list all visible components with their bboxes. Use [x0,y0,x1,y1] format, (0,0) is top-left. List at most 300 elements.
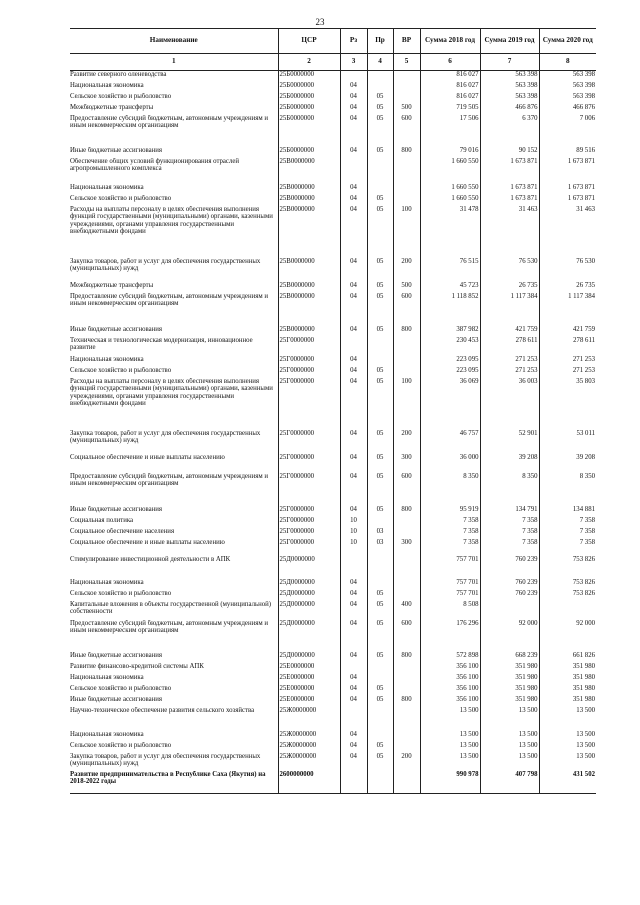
cell-csr: 25Д0000000 [278,601,340,620]
cell-name: Обеспечение общих условий функционирования отраслей агропромышленного комплекса [70,158,239,173]
cell-sum-2020: 563 398 [539,82,596,93]
cell-sum-2019: 271 253 [480,367,539,378]
cell-csr: 25Г0000000 [278,473,340,506]
cell-sum-2020: 753 826 [539,579,596,590]
table-row [70,378,596,430]
table-row [70,367,596,378]
cell-sum-2019: 92 000 [480,620,539,652]
cell-csr: 25Г0000000 [278,454,340,473]
cell-csr: 25Е0000000 [278,685,340,696]
cell-sum-2020: 421 759 [539,326,596,337]
cell-sum-2020: 35 803 [539,378,596,430]
cell-rz: 10 [340,528,367,539]
cell-sum-2018: 356 100 [420,663,480,674]
cell-csr: 25Д0000000 [278,620,340,652]
cell-name: Социальное обеспечение и иные выплаты населению [70,539,225,546]
cell-csr: 25Г0000000 [278,337,340,356]
cell-csr: 25Б0000000 [278,115,340,147]
header-sum-2018: Сумма 2018 год [420,29,480,54]
header-rz: Рз [340,29,367,54]
cell-pr: 05 [367,620,393,652]
table-row [70,326,596,337]
cell-rz: 04 [340,282,367,293]
cell-sum-2020: 278 611 [539,337,596,356]
table-row [70,206,596,258]
cell-pr: 05 [367,696,393,707]
cell-sum-2020: 431 502 [539,771,596,794]
cell-vr [393,367,420,378]
cell-vr: 100 [393,206,420,258]
cell-sum-2020: 271 253 [539,356,596,367]
cell-vr: 800 [393,326,420,337]
cell-csr: 25Е0000000 [278,696,340,707]
cell-vr: 100 [393,378,420,430]
column-number: 6 [420,54,480,71]
cell-sum-2020: 8 350 [539,473,596,506]
cell-pr: 05 [367,742,393,753]
table-row [70,696,596,707]
cell-sum-2019: 13 500 [480,753,539,771]
cell-csr: 25Д0000000 [278,579,340,590]
cell-pr: 05 [367,473,393,506]
cell-rz: 04 [340,206,367,258]
page-number: 23 [315,17,325,27]
cell-sum-2019: 1 673 871 [480,195,539,206]
cell-sum-2020: 563 398 [539,71,596,83]
cell-sum-2018: 7 358 [420,517,480,528]
cell-sum-2020: 92 000 [539,620,596,652]
cell-sum-2019: 466 876 [480,104,539,115]
header-sum-2020: Сумма 2020 год [539,29,596,54]
cell-sum-2020: 351 980 [539,674,596,685]
cell-sum-2019: 351 980 [480,674,539,685]
cell-sum-2019: 7 358 [480,517,539,528]
cell-vr [393,556,420,579]
cell-rz: 04 [340,293,367,326]
cell-rz: 04 [340,430,367,454]
cell-pr [367,158,393,184]
cell-sum-2020: 7 358 [539,528,596,539]
cell-vr [393,707,420,731]
cell-sum-2018: 1 660 550 [420,184,480,195]
cell-name: Сельское хозяйство и рыболовство [70,93,172,100]
cell-csr: 25Г0000000 [278,430,340,454]
cell-rz: 04 [340,506,367,517]
cell-sum-2018: 45 723 [420,282,480,293]
cell-csr: 25Е0000000 [278,674,340,685]
cell-vr [393,356,420,367]
cell-sum-2018: 13 500 [420,731,480,742]
cell-name: Иные бюджетные ассигнования [70,326,163,333]
cell-sum-2019: 351 980 [480,685,539,696]
column-number: 1 [70,54,278,71]
cell-sum-2019: 271 253 [480,356,539,367]
cell-name: Социальная политика [70,517,134,524]
cell-rz: 04 [340,473,367,506]
cell-rz: 04 [340,731,367,742]
cell-rz: 04 [340,115,367,147]
cell-rz [340,337,367,356]
cell-pr [367,707,393,731]
cell-name: Межбюджетные трансферты [70,104,154,111]
header-sum-2019: Сумма 2019 год [480,29,539,54]
table-row [70,282,596,293]
table-row [70,337,596,356]
cell-rz: 04 [340,674,367,685]
cell-pr: 05 [367,326,393,337]
cell-sum-2019: 26 735 [480,282,539,293]
cell-vr [393,742,420,753]
cell-sum-2018: 176 296 [420,620,480,652]
cell-rz: 04 [340,326,367,337]
cell-csr: 25Д0000000 [278,590,340,601]
cell-vr: 800 [393,506,420,517]
cell-rz: 04 [340,356,367,367]
cell-csr: 25Ж0000000 [278,742,340,753]
cell-csr: 25В0000000 [278,282,340,293]
table-row [70,742,596,753]
table-row [70,517,596,528]
cell-csr: 25Г0000000 [278,506,340,517]
column-number: 2 [278,54,340,71]
cell-csr: 25Б0000000 [278,147,340,158]
cell-csr: 25Б0000000 [278,71,340,83]
cell-sum-2018: 223 095 [420,356,480,367]
cell-vr: 600 [393,115,420,147]
cell-name: Сельское хозяйство и рыболовство [70,742,172,749]
cell-name: Национальная экономика [70,579,144,586]
budget-table [70,28,596,794]
cell-pr: 05 [367,147,393,158]
cell-sum-2019: 351 980 [480,663,539,674]
cell-csr: 25Д0000000 [278,652,340,663]
cell-name: Социальное обеспечение населения [70,528,175,535]
cell-sum-2018: 13 500 [420,753,480,771]
cell-csr: 25Е0000000 [278,663,340,674]
cell-sum-2020 [539,601,596,620]
cell-sum-2018: 7 358 [420,528,480,539]
cell-name: Национальная экономика [70,731,144,738]
cell-rz: 04 [340,93,367,104]
cell-name: Иные бюджетные ассигнования [70,147,163,154]
cell-rz: 04 [340,652,367,663]
cell-pr: 05 [367,506,393,517]
cell-pr [367,356,393,367]
cell-sum-2018: 990 978 [420,771,480,794]
cell-sum-2018: 816 027 [420,71,480,83]
cell-name: Развитие финансово-кредитной системы АПК [70,663,204,670]
cell-rz [340,663,367,674]
cell-name: Расходы на выплаты персоналу в целях обеспечения выполнения функций государственными (муниципальными) органами, казенными учреждениями, органами управления государственными внебюджетными фондами [70,206,273,235]
cell-sum-2020: 13 500 [539,753,596,771]
cell-pr: 03 [367,528,393,539]
cell-pr [367,517,393,528]
cell-sum-2019: 760 239 [480,590,539,601]
cell-sum-2018: 572 898 [420,652,480,663]
cell-sum-2020: 351 980 [539,663,596,674]
cell-pr: 05 [367,652,393,663]
cell-sum-2018: 757 701 [420,556,480,579]
table-row [70,539,596,556]
cell-sum-2020: 1 117 384 [539,293,596,326]
cell-name: Развитие северного оленеводства [70,71,167,78]
cell-vr [393,663,420,674]
cell-csr: 2600000000 [278,771,340,794]
cell-vr: 500 [393,282,420,293]
table-row [70,93,596,104]
cell-sum-2018: 816 027 [420,82,480,93]
cell-sum-2018: 230 453 [420,337,480,356]
cell-vr: 800 [393,147,420,158]
cell-vr: 300 [393,539,420,556]
cell-pr: 05 [367,206,393,258]
cell-vr: 300 [393,454,420,473]
cell-pr [367,731,393,742]
table-header [70,29,596,71]
cell-csr: 25В0000000 [278,206,340,258]
cell-vr [393,71,420,83]
cell-sum-2018: 223 095 [420,367,480,378]
column-number: 5 [393,54,420,71]
cell-sum-2020: 1 673 871 [539,195,596,206]
cell-sum-2020: 13 500 [539,731,596,742]
cell-sum-2019: 76 530 [480,258,539,282]
cell-pr: 05 [367,282,393,293]
cell-sum-2019: 31 463 [480,206,539,258]
table-row [70,707,596,731]
cell-sum-2019: 13 500 [480,742,539,753]
table-row [70,195,596,206]
cell-sum-2019 [480,601,539,620]
table-body [70,71,596,794]
cell-sum-2020: 39 208 [539,454,596,473]
cell-sum-2019: 1 117 384 [480,293,539,326]
cell-csr: 25Г0000000 [278,378,340,430]
cell-sum-2018: 17 506 [420,115,480,147]
cell-sum-2020: 351 980 [539,696,596,707]
cell-csr: 25Г0000000 [278,539,340,556]
cell-pr: 05 [367,601,393,620]
cell-vr: 200 [393,258,420,282]
cell-pr: 05 [367,195,393,206]
cell-pr: 05 [367,115,393,147]
cell-sum-2019: 134 791 [480,506,539,517]
cell-rz: 04 [340,454,367,473]
header-csr: ЦСР [278,29,340,54]
cell-csr: 25Г0000000 [278,528,340,539]
cell-csr: 25Г0000000 [278,517,340,528]
table-row [70,82,596,93]
cell-sum-2019: 351 980 [480,696,539,707]
cell-vr [393,590,420,601]
cell-rz: 04 [340,696,367,707]
cell-rz: 04 [340,104,367,115]
cell-sum-2018: 757 701 [420,579,480,590]
cell-rz: 04 [340,685,367,696]
cell-sum-2020: 7 358 [539,517,596,528]
cell-vr [393,528,420,539]
cell-sum-2018: 36 000 [420,454,480,473]
cell-rz: 04 [340,258,367,282]
cell-rz: 04 [340,82,367,93]
cell-sum-2020: 26 735 [539,282,596,293]
cell-vr: 500 [393,104,420,115]
cell-sum-2018: 387 982 [420,326,480,337]
cell-sum-2018: 356 100 [420,696,480,707]
cell-rz: 10 [340,517,367,528]
cell-sum-2018: 95 919 [420,506,480,517]
cell-sum-2018: 816 027 [420,93,480,104]
cell-rz [340,556,367,579]
table-row [70,663,596,674]
cell-rz: 04 [340,378,367,430]
cell-name: Национальная экономика [70,674,144,681]
cell-vr [393,685,420,696]
cell-name: Техническая и технологическая модернизация, инновационное развитие [70,337,253,352]
cell-sum-2019: 760 239 [480,556,539,579]
cell-name: Сельское хозяйство и рыболовство [70,195,172,202]
table-row [70,556,596,579]
table-row [70,652,596,663]
cell-sum-2018: 1 660 550 [420,158,480,184]
cell-vr: 800 [393,696,420,707]
cell-pr: 03 [367,539,393,556]
header-vr: ВР [393,29,420,54]
cell-rz [340,71,367,83]
cell-vr: 600 [393,473,420,506]
cell-rz: 10 [340,539,367,556]
cell-sum-2019: 7 358 [480,528,539,539]
cell-sum-2020: 7 006 [539,115,596,147]
cell-pr: 05 [367,293,393,326]
cell-pr: 05 [367,258,393,282]
cell-csr: 25В0000000 [278,184,340,195]
cell-sum-2020: 271 253 [539,367,596,378]
cell-rz: 04 [340,620,367,652]
cell-vr [393,731,420,742]
column-number: 7 [480,54,539,71]
cell-csr: 25Б0000000 [278,104,340,115]
cell-sum-2020: 134 881 [539,506,596,517]
cell-pr [367,663,393,674]
cell-vr: 600 [393,620,420,652]
cell-vr: 200 [393,753,420,771]
cell-sum-2020: 351 980 [539,685,596,696]
cell-vr: 400 [393,601,420,620]
cell-sum-2018: 13 500 [420,742,480,753]
cell-name: Сельское хозяйство и рыболовство [70,685,172,692]
cell-sum-2018: 1 118 852 [420,293,480,326]
cell-name: Закупка товаров, работ и услуг для обеспечения государственных (муниципальных) нужд [70,753,261,768]
cell-rz: 04 [340,147,367,158]
cell-sum-2019: 760 239 [480,579,539,590]
cell-sum-2019: 563 398 [480,93,539,104]
cell-csr: 25Б0000000 [278,82,340,93]
cell-csr: 25В0000000 [278,158,340,184]
cell-name: Сельское хозяйство и рыболовство [70,590,172,597]
table-row [70,620,596,652]
table-row [70,528,596,539]
cell-csr: 25Ж0000000 [278,753,340,771]
table-row [70,258,596,282]
cell-pr [367,556,393,579]
cell-vr [393,184,420,195]
table-bottom-rule [70,794,596,795]
table-row [70,158,596,184]
cell-name: Иные бюджетные ассигнования [70,506,163,513]
cell-name: Межбюджетные трансферты [70,282,154,289]
table-row [70,115,596,147]
cell-sum-2019: 407 798 [480,771,539,794]
cell-name: Расходы на выплаты персоналу в целях обеспечения выполнения функций государственными (муниципальными) органами, казенными учреждениями, органами управления государственными внебюджетными фондами [70,378,273,407]
cell-pr [367,82,393,93]
cell-sum-2020: 753 826 [539,556,596,579]
cell-name: Социальное обеспечение и иные выплаты населению [70,454,225,461]
column-number: 3 [340,54,367,71]
table-row [70,104,596,115]
cell-sum-2019: 39 208 [480,454,539,473]
cell-pr [367,579,393,590]
cell-pr: 05 [367,104,393,115]
cell-rz: 04 [340,601,367,620]
cell-name: Иные бюджетные ассигнования [70,696,163,703]
cell-sum-2018: 1 660 550 [420,195,480,206]
cell-name: Развитие предпринимательства в Республике Саха (Якутия) на 2018-2022 годы [70,771,266,786]
column-number: 8 [539,54,596,71]
cell-sum-2018: 8 508 [420,601,480,620]
cell-vr [393,93,420,104]
cell-sum-2019: 6 370 [480,115,539,147]
cell-sum-2019: 563 398 [480,82,539,93]
cell-vr [393,158,420,184]
cell-csr: 25Г0000000 [278,367,340,378]
cell-sum-2018: 8 350 [420,473,480,506]
cell-name: Закупка товаров, работ и услуг для обеспечения государственных (муниципальных) нужд [70,258,261,273]
cell-name: Предоставление субсидий бюджетным, автономным учреждениям и иным некоммерческим организациям [70,293,268,308]
cell-vr [393,517,420,528]
cell-name: Стимулирование инвестиционной деятельности в АПК [70,556,231,563]
cell-pr [367,71,393,83]
cell-name: Сельское хозяйство и рыболовство [70,367,172,374]
cell-vr: 200 [393,430,420,454]
cell-sum-2020: 466 876 [539,104,596,115]
cell-sum-2018: 31 478 [420,206,480,258]
table-row [70,506,596,517]
cell-vr: 800 [393,652,420,663]
cell-sum-2018: 79 016 [420,147,480,158]
cell-name: Предоставление субсидий бюджетным, автономным учреждениям и иным некоммерческим организациям [70,473,268,488]
cell-sum-2018: 13 500 [420,707,480,731]
cell-sum-2020: 7 358 [539,539,596,556]
cell-sum-2020: 76 530 [539,258,596,282]
cell-sum-2020: 13 500 [539,742,596,753]
cell-csr: 25В0000000 [278,293,340,326]
cell-rz: 04 [340,579,367,590]
cell-csr: 25В0000000 [278,258,340,282]
cell-sum-2019: 13 500 [480,731,539,742]
cell-sum-2018: 356 100 [420,674,480,685]
cell-csr: 25Б0000000 [278,93,340,104]
cell-name: Предоставление субсидий бюджетным, автономным учреждениям и иным некоммерческим организациям [70,115,268,130]
cell-rz: 04 [340,195,367,206]
cell-pr: 05 [367,685,393,696]
cell-rz: 04 [340,753,367,771]
cell-name: Иные бюджетные ассигнования [70,652,163,659]
cell-sum-2020: 661 826 [539,652,596,663]
cell-sum-2018: 7 358 [420,539,480,556]
cell-rz: 04 [340,184,367,195]
cell-vr [393,771,420,794]
